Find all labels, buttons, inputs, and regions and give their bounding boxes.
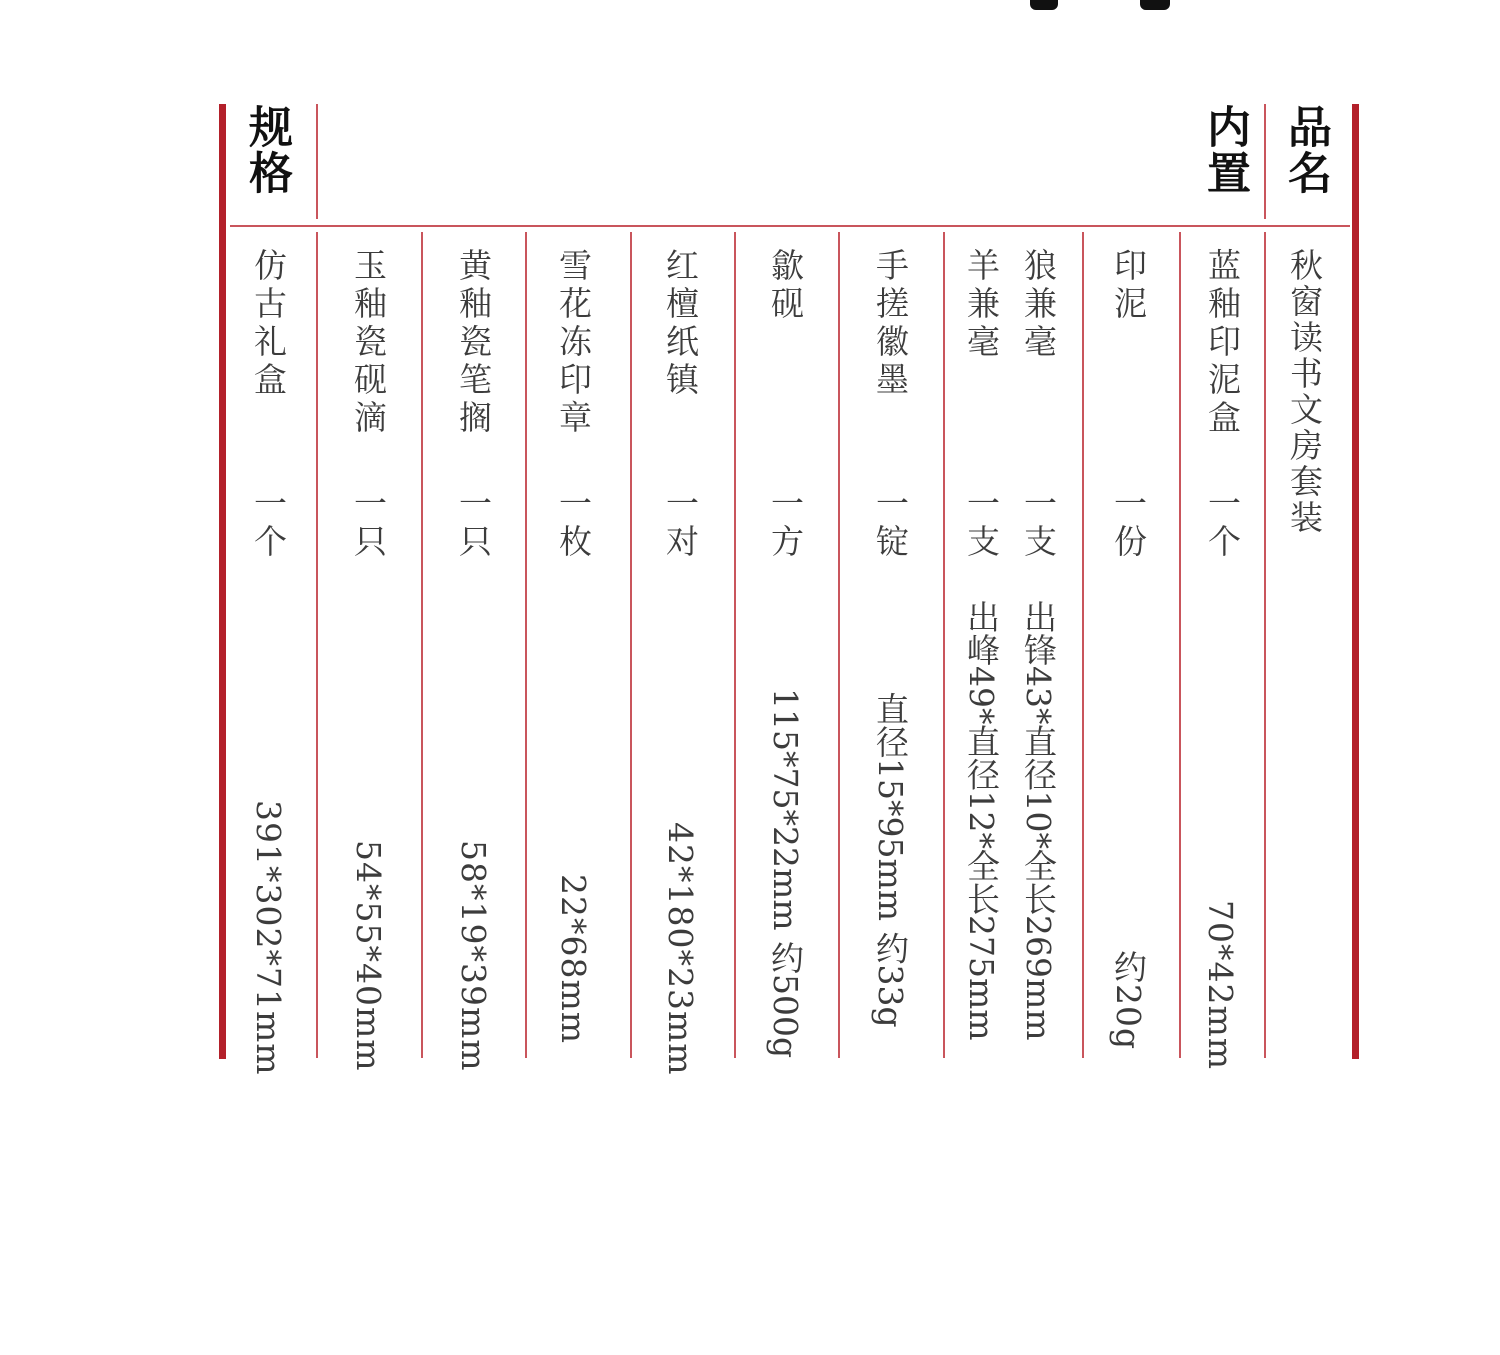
- item-qty: 一支: [1019, 486, 1058, 562]
- item-spec: 58*19*39mm: [454, 840, 493, 1072]
- item-name: 手搓徽墨: [871, 248, 910, 400]
- item-qty: 一个: [1203, 486, 1242, 562]
- header-line: [316, 104, 318, 219]
- item-name: 红檀纸镇: [661, 248, 700, 400]
- column-line: [316, 232, 318, 1058]
- header-line: [1264, 104, 1266, 219]
- item-qty: 一个: [249, 486, 288, 562]
- item-qty: 一方: [766, 486, 805, 562]
- column-line: [1179, 232, 1181, 1058]
- item-qty: 一支: [962, 486, 1001, 562]
- item-qty: 一枚: [554, 486, 593, 562]
- top-fragment-decoration: [1030, 0, 1058, 10]
- header-divider: [230, 225, 1350, 227]
- item-name: 印泥: [1109, 248, 1148, 324]
- table-border-right: [1352, 104, 1359, 1059]
- item-spec: 70*42mm: [1201, 900, 1240, 1071]
- item-qty: 一份: [1109, 486, 1148, 562]
- header-contents-label: 内置: [1199, 104, 1250, 196]
- header-spec-label: 规格: [241, 104, 292, 196]
- item-name: 歙砚: [766, 248, 805, 324]
- product-name: 秋窗读书文房套装: [1285, 248, 1324, 536]
- item-name: 玉釉瓷砚滴: [349, 248, 388, 438]
- item-spec: 出锋43*直径10*全长269mm: [1019, 600, 1058, 1041]
- item-name: 雪花冻印章: [554, 248, 593, 438]
- item-spec: 22*68mm: [554, 874, 593, 1045]
- item-spec: 115*75*22mm 约500g: [766, 688, 805, 1059]
- column-line: [838, 232, 840, 1058]
- column-line: [630, 232, 632, 1058]
- item-name: 狼兼毫: [1019, 248, 1058, 362]
- item-name: 黄釉瓷笔搁: [454, 248, 493, 438]
- column-line: [1264, 232, 1266, 1058]
- item-spec: 出峰49*直径12*全长275mm: [962, 600, 1001, 1041]
- column-line: [525, 232, 527, 1058]
- item-spec: 42*180*23mm: [661, 822, 700, 1076]
- item-name: 仿古礼盒: [249, 248, 288, 400]
- item-spec: 54*55*40mm: [349, 840, 388, 1072]
- table-border-left: [219, 104, 226, 1059]
- item-name: 羊兼毫: [962, 248, 1001, 362]
- item-qty: 一只: [349, 486, 388, 562]
- column-line: [1082, 232, 1084, 1058]
- item-spec: 直径15*95mm 约33g: [871, 692, 910, 1028]
- item-name: 蓝釉印泥盒: [1203, 248, 1242, 438]
- top-fragment-decoration: [1140, 0, 1170, 10]
- header-product-label: 品名: [1280, 104, 1331, 196]
- item-qty: 一只: [454, 486, 493, 562]
- item-spec: 391*302*71mm: [249, 800, 288, 1076]
- column-line: [421, 232, 423, 1058]
- item-qty: 一对: [661, 486, 700, 562]
- item-spec: 约20g: [1109, 950, 1148, 1051]
- item-qty: 一锭: [871, 486, 910, 562]
- column-line: [734, 232, 736, 1058]
- column-line: [943, 232, 945, 1058]
